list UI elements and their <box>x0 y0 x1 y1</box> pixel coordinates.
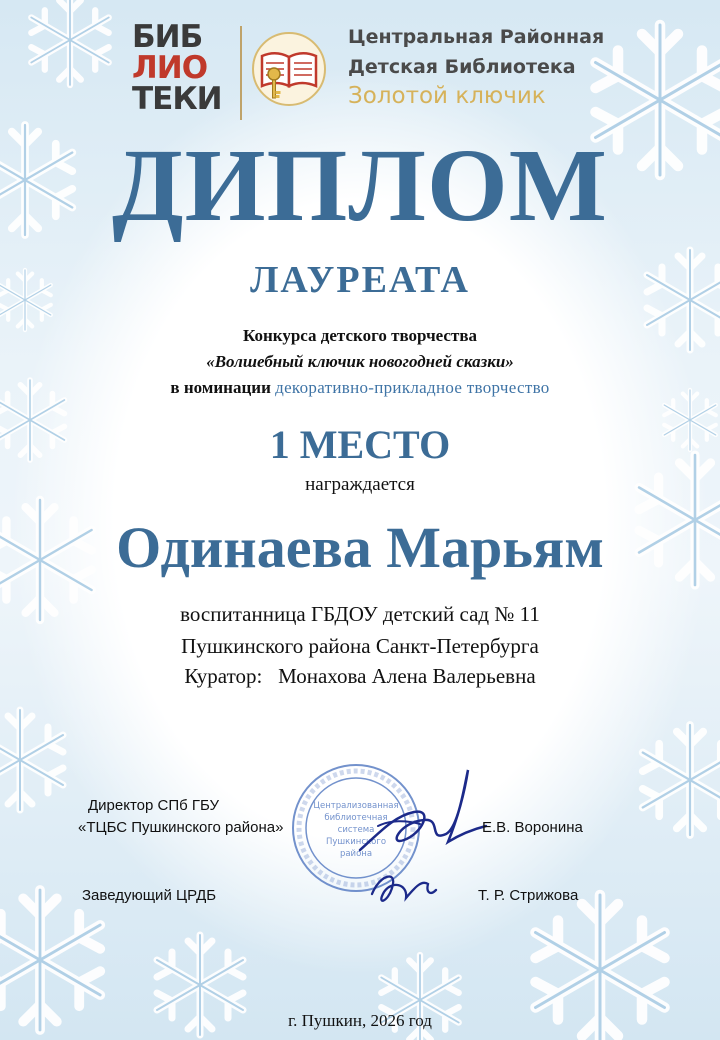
director-title-line-1: Директор СПб ГБУ <box>88 797 220 814</box>
logo-line-2: ЛИО <box>132 50 208 86</box>
stamp-text-line-1: Централизованная <box>313 801 399 811</box>
recipient-name: Одинаева Марьям <box>116 515 604 580</box>
signature-icon <box>318 762 488 922</box>
library-logo <box>132 19 236 120</box>
library-name-line-3: Золотой ключик <box>348 83 546 109</box>
contest-label: Конкурса детского творчества <box>242 326 477 345</box>
library-name <box>348 22 628 110</box>
stamp-text-line-3: система <box>337 825 375 835</box>
recipient-info-line-2: Пушкинского района Санкт-Петербурга <box>181 634 539 658</box>
recipient-info-line-1: воспитанница ГБДОУ детский сад № 11 <box>180 602 540 626</box>
library-name-line-1: Центральная Районная <box>348 26 605 48</box>
footer-place-date: г. Пушкин, 2026 год <box>288 1011 432 1030</box>
contest-name: «Волшебный ключик новогодней сказки» <box>206 352 514 371</box>
curator <box>0 662 720 690</box>
head-name: Т. Р. Стрижова <box>478 887 579 904</box>
diploma-title: ДИПЛОМ <box>112 128 608 243</box>
diploma-subtitle: ЛАУРЕАТА <box>250 259 470 301</box>
logo-line-3: ТЕКИ <box>132 81 222 117</box>
director-title-line-2: «ТЦБС Пушкинского района» <box>78 819 284 836</box>
library-name-line-2: Детская Библиотека <box>348 56 576 78</box>
nomination-label: в номинации <box>170 378 271 397</box>
nomination <box>0 376 720 400</box>
book-key-emblem-icon <box>250 30 328 108</box>
logo-divider <box>240 26 242 120</box>
curator-name: Монахова Алена Валерьевна <box>278 664 536 688</box>
stamp-text-line-5: района <box>339 849 373 859</box>
curator-label: Куратор: <box>184 664 263 688</box>
place-award: 1 МЕСТО <box>269 422 451 467</box>
stamp-text-line-2: библиотечная <box>324 813 388 823</box>
stamp-text-line-4: Пушкинского <box>325 837 387 847</box>
head-title: Заведующий ЦРДБ <box>82 887 217 904</box>
director-name: Е.В. Воронина <box>482 819 583 836</box>
nomination-value: декоративно-прикладное творчество <box>275 378 550 397</box>
awarded-label: награждается <box>305 474 415 495</box>
logo-line-1: БИБ <box>132 19 203 55</box>
